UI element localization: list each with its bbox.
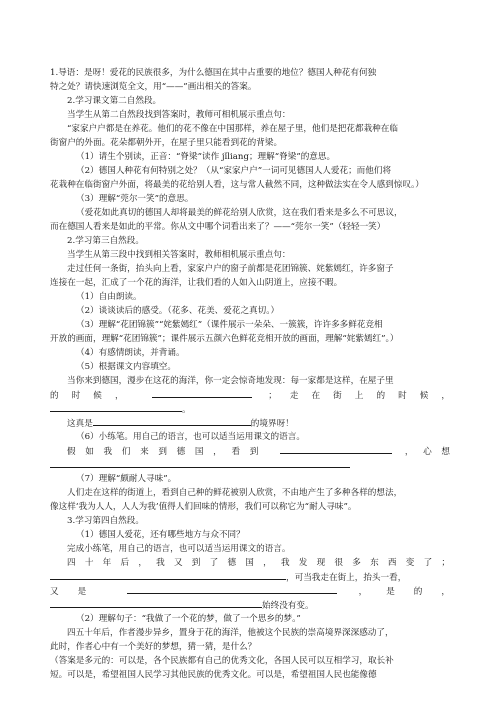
text-line: 1.导语：是呀！爱花的民族很多，为什么德国在其中占重要的地位？德国人种花有何独 [50, 68, 377, 78]
text-line: 当学生从第三段中找到相关答案时，教师相机展示重点句： [67, 250, 291, 260]
fill-text: 的境界呀！ [250, 419, 294, 429]
fill-blank [93, 416, 251, 426]
fill-text: ，是的， [358, 587, 450, 597]
fill-blank [50, 598, 262, 608]
fill-text: 又是 [50, 587, 106, 597]
fill-text: 始终没有变。 [262, 601, 314, 611]
text-line: （爱花如此真切的德国人却将最美的鲜花给别人欣赏，这在我们看来是多么不可思议， [76, 208, 403, 218]
text-line: 人们走在这样的街道上，看到自己种的鲜花被别人欣赏，不由地产生了多种各样的想法， [67, 488, 403, 498]
text-line: 短。可以是，希望祖国人民学习其他民族的优秀文化。可以是，希望祖国人民也能像德 [50, 670, 377, 680]
text-line: （1）德国人爱花，还有哪些地方与众不同？ [76, 530, 245, 540]
text-line: 3.学习第四自然段。 [67, 516, 144, 526]
text-line: （1）请生个别读，正音：“脊梁”读作 jǐliang；理解“脊梁”的意思。 [76, 152, 336, 162]
fill-in-line [50, 598, 450, 612]
text-line: 而在德国人看来是如此的平常。你从文中哪个词看出来了？——“莞尔一笑”（轻轻一笑） [50, 222, 386, 232]
text-line: （7）理解“颇耐人寻味”。 [76, 474, 177, 484]
text-line: （4）有感情朗读，并背诵。 [76, 348, 185, 358]
text-line: 花栽种在临街窗户外面，将最美的花给别人看，这与常人截然不同，这种做法实在令人感到惊叹。） [50, 180, 424, 190]
fill-in-line [50, 388, 450, 402]
text-line: “家家户户都是在养花。他们的花不像在中国那样，养在屋子里，他们是把花都栽种在临 [67, 124, 398, 134]
text-line: 此时，作者心中有一个美好的梦想，猜一猜，是什么？ [50, 642, 257, 652]
fill-text: ；走在街上的时候， [268, 391, 450, 401]
fill-in-line [50, 584, 450, 598]
fill-blank [152, 388, 252, 398]
fill-blank [50, 570, 286, 580]
text-line: （2）谈谈读后的感受。（花多、花美、爱花之真切。） [76, 306, 280, 316]
text-line: 开放的画面，理解“花团锦簇”；课件展示五颜六色鲜花竞相开放的画面，理解“姹紫嫣红”。） [50, 334, 399, 344]
fill-blank [50, 402, 182, 412]
fill-blank [127, 584, 337, 594]
fill-in-line [50, 444, 450, 458]
fill-blank [280, 444, 392, 454]
fill-text: 假如我们来到德国，看到 [67, 447, 269, 457]
text-line: （2）德国人种花有何特别之处？（从“家家户户”一词可见德国人人爱花；而他们将 [76, 166, 392, 176]
text-line: 2.学习课文第二自然段。 [67, 96, 162, 106]
text-line: 连接在一起，汇成了一个花的海洋，让我们看的人如入山阴道上，应接不暇。 [50, 278, 343, 288]
fill-in-line [50, 570, 450, 584]
text-line: （3）理解“莞尔一笑”的意思。 [76, 194, 194, 204]
fill-in-line [50, 458, 450, 472]
text-line: 完成小练笔，用自己的语言，也可以适当运用课文的语言。 [67, 544, 291, 554]
text-line: （5）根据课文内容填空。 [76, 362, 176, 372]
fill-text: ，可当我走在街上，抬头一看， [286, 573, 407, 583]
text-line: 像这样‘我为人人，人人为我’值得人们回味的情形，我们可以称它为“耐人寻味”。 [50, 502, 357, 512]
fill-text: 这真是 [67, 419, 93, 429]
text-line: （答案是多元的：可以是，各个民族都有自己的优秀文化，各国人民可以互相学习，取长补 [50, 656, 394, 666]
text-line: 当学生从第二自然段找到答案时，教师可相机展示重点句： [67, 110, 291, 120]
fill-text: ，心想 [404, 447, 450, 457]
fill-text: 的时候， [50, 391, 137, 401]
text-line: 特之处？请快速浏览全文，用“——”画出相关的答案。 [50, 82, 257, 92]
text-line: （1）自由朗读。 [76, 292, 142, 302]
fill-blank [50, 458, 350, 468]
text-line: （6）小练笔。用自己的语言，也可以适当运用课文的语言。 [76, 432, 305, 442]
text-line: 街窗户的外面。花朵都朝外开，在屋子里只能看到花的背梁。 [50, 138, 283, 148]
text-line: 四五十年后，作者漫步异乡，置身于花的海洋，他被这个民族的崇高境界深深感动了， [67, 628, 394, 638]
fill-in-line: 四十年后，我又到了德国，我发现很多东西变了； [67, 558, 450, 568]
text-line: （2）理解句子：“我做了一个花的梦，做了一个思乡的梦。” [76, 614, 301, 624]
text-line: （3）理解“花团锦簇”“姹紫嫣红”（课件展示一朵朵、一簇簇，许许多多鲜花竞相 [76, 320, 383, 330]
fill-in-line [50, 416, 450, 430]
text-line: 当你来到德国，漫步在这花的海洋，你一定会惊奇地发现：每一家都是这样，在屋子里 [67, 376, 394, 386]
fill-in-line [50, 402, 450, 416]
fill-text: 。 [182, 405, 191, 415]
text-line: 走过任何一条街，抬头向上看，家家户户的窗子前都是花团锦簇、姹紫嫣红，许多窗子 [67, 264, 394, 274]
text-line: 2.学习第三自然段。 [67, 236, 144, 246]
